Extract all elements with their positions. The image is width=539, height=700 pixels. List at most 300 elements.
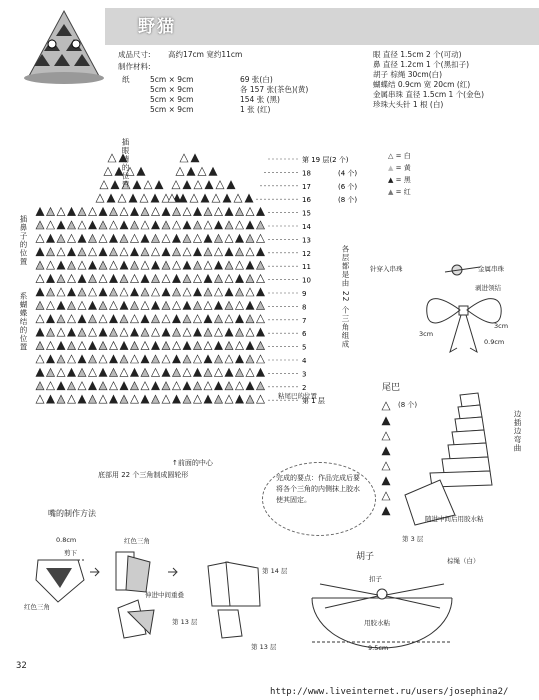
pattern-triangle (110, 382, 118, 390)
pattern-triangle (99, 355, 107, 363)
pattern-triangle (236, 301, 244, 309)
pattern-triangle (225, 382, 233, 390)
paper-qty: 1 张 (红) (240, 105, 271, 114)
pattern-triangle (204, 275, 212, 283)
pattern-triangle (215, 248, 223, 256)
pattern-triangle (141, 261, 149, 269)
pattern-triangle (236, 221, 244, 229)
pattern-triangle (131, 355, 139, 363)
pattern-triangle (246, 288, 254, 296)
pattern-triangle (215, 342, 223, 350)
pattern-triangle (204, 221, 212, 229)
tail-triangle (382, 447, 390, 455)
pattern-triangle (89, 275, 97, 283)
pattern-triangle (120, 315, 128, 323)
pattern-triangle (78, 382, 86, 390)
pattern-triangle (57, 382, 65, 390)
pattern-triangle (246, 301, 254, 309)
pattern-triangle (204, 288, 212, 296)
pattern-triangle (173, 221, 181, 229)
pattern-triangle (246, 328, 254, 336)
paper-label: 纸 (122, 75, 130, 84)
row-count: (6 个) (338, 182, 358, 191)
pattern-triangle (246, 208, 254, 216)
pattern-triangle (190, 194, 198, 202)
pattern-triangle (162, 382, 170, 390)
pattern-triangle (162, 208, 170, 216)
tail-triangle (382, 402, 390, 410)
pattern-triangle (173, 234, 181, 242)
accessory-row: 眼 直径 1.5cm 2 个(可动) (373, 50, 462, 59)
pattern-triangle (78, 315, 86, 323)
pattern-triangle (57, 261, 65, 269)
pattern-triangle (89, 328, 97, 336)
pattern-triangle (246, 395, 254, 403)
pattern-triangle (89, 248, 97, 256)
pattern-triangle (194, 261, 202, 269)
page-title: 野猫 (138, 17, 176, 37)
pattern-triangle (57, 301, 65, 309)
pattern-triangle (89, 342, 97, 350)
paper-table (150, 75, 308, 115)
pattern-triangle (194, 342, 202, 350)
whisker-title: 胡子 (356, 552, 375, 562)
paper-row (150, 95, 308, 105)
pattern-triangle (225, 234, 233, 242)
pattern-triangle (120, 301, 128, 309)
legend-label: 红 (403, 188, 411, 196)
pattern-triangle (257, 382, 265, 390)
mouth-dim: 0.8cm (56, 536, 77, 544)
pattern-triangle (162, 395, 170, 403)
pattern-triangle (183, 382, 191, 390)
pattern-triangle (194, 234, 202, 242)
pattern-triangle (110, 395, 118, 403)
pattern-triangle (257, 288, 265, 296)
pattern-triangle (173, 328, 181, 336)
row-label: 13 (302, 236, 311, 245)
pattern-triangle (57, 275, 65, 283)
pattern-triangle (257, 248, 265, 256)
pattern-triangle (78, 248, 86, 256)
pattern-triangle (78, 275, 86, 283)
pattern-triangle (99, 342, 107, 350)
pattern-triangle (36, 234, 44, 242)
pattern-triangle (47, 301, 55, 309)
legend-label: 黑 (403, 176, 411, 184)
row-label: 4 (302, 357, 307, 365)
pattern-triangle (236, 368, 244, 376)
pattern-triangle (141, 208, 149, 216)
pattern-triangle (173, 395, 181, 403)
accessory-row: 蝴蝶结 0.9cm 宽 20cm (红) (373, 80, 471, 89)
pattern-triangle (162, 234, 170, 242)
pattern-triangle (68, 368, 76, 376)
pattern-triangle (120, 288, 128, 296)
mouth-section-title: 嘴的制作方法 (48, 509, 96, 518)
pattern-triangle (110, 328, 118, 336)
pattern-triangle (68, 275, 76, 283)
tail-triangle-column (380, 398, 394, 522)
pattern-triangle (78, 342, 86, 350)
pattern-triangle (201, 194, 209, 202)
finishing-note-text: 完成的要点：作品完成后要将各个三角的内侧抹上胶水使其固定。 (276, 474, 360, 504)
pattern-triangle (215, 275, 223, 283)
paper-row (150, 105, 308, 115)
pattern-triangle (172, 181, 180, 189)
tail-triangle (382, 507, 390, 515)
pattern-triangle (57, 395, 65, 403)
pattern-triangle (100, 181, 108, 189)
legend-symbol: △ (388, 152, 394, 160)
pattern-triangle (246, 261, 254, 269)
pattern-triangle (99, 261, 107, 269)
pattern-triangle (120, 395, 128, 403)
pattern-triangle (68, 234, 76, 242)
pattern-triangle (141, 328, 149, 336)
pattern-triangle (78, 301, 86, 309)
pattern-triangle (152, 395, 160, 403)
pattern-triangle (257, 315, 265, 323)
legend-symbol: ▲ (388, 176, 394, 184)
cat-model-photo (14, 6, 114, 86)
pattern-triangle (257, 342, 265, 350)
pattern-triangle (144, 181, 152, 189)
pattern-triangle (198, 167, 206, 175)
tail-illustration (400, 385, 510, 535)
pattern-triangle (183, 288, 191, 296)
row-label: 9 (302, 290, 307, 298)
pattern-triangle (225, 395, 233, 403)
pattern-triangle (194, 328, 202, 336)
row-label: 10 (302, 276, 311, 285)
pattern-triangle (152, 208, 160, 216)
pattern-triangle (225, 288, 233, 296)
pattern-triangle (99, 288, 107, 296)
pattern-triangle (141, 395, 149, 403)
pattern-triangle (131, 221, 139, 229)
pattern-triangle (141, 315, 149, 323)
pattern-triangle (194, 315, 202, 323)
pattern-triangle (155, 181, 163, 189)
pattern-triangle (204, 368, 212, 376)
pattern-triangle (225, 301, 233, 309)
pattern-triangle (176, 167, 184, 175)
pattern-triangle (236, 288, 244, 296)
pattern-triangle (236, 234, 244, 242)
pattern-triangle (47, 328, 55, 336)
tail-layer-label: 第 3 层 (402, 535, 424, 543)
pattern-triangle (120, 328, 128, 336)
paper-dim: 5cm × 9cm (150, 85, 194, 94)
accessory-row: 鼻 直径 1.2cm 1 个(黑扣子) (373, 60, 470, 69)
pattern-triangle (162, 328, 170, 336)
pattern-triangle (89, 261, 97, 269)
pattern-triangle (194, 288, 202, 296)
legend-symbol: ▲ (388, 188, 394, 196)
pattern-triangle (205, 181, 213, 189)
pattern-triangle (180, 154, 188, 162)
layer-13-label-a: 第 13 层 (172, 618, 198, 626)
pattern-triangle (183, 221, 191, 229)
pattern-triangle (152, 315, 160, 323)
pattern-triangle (204, 355, 212, 363)
row-label: 16 (302, 196, 311, 205)
pattern-triangle (173, 382, 181, 390)
pattern-triangle (141, 234, 149, 242)
pattern-triangle (257, 328, 265, 336)
metal-bead-label: 金属串珠 (478, 265, 504, 273)
pattern-triangle (47, 315, 55, 323)
pattern-triangle (78, 395, 86, 403)
pattern-triangle (173, 248, 181, 256)
pattern-triangle (110, 275, 118, 283)
pattern-triangle (99, 234, 107, 242)
pattern-triangle (162, 261, 170, 269)
pattern-triangle (36, 368, 44, 376)
pattern-triangle (152, 328, 160, 336)
pattern-triangle (57, 328, 65, 336)
pattern-triangle (215, 288, 223, 296)
pattern-triangle (236, 261, 244, 269)
pattern-triangle (110, 342, 118, 350)
pattern-triangle (89, 315, 97, 323)
pattern-triangle (183, 181, 191, 189)
pattern-triangle (246, 382, 254, 390)
pattern-triangle (152, 248, 160, 256)
pattern-triangle (194, 355, 202, 363)
pattern-triangle (152, 301, 160, 309)
tail-triangle (382, 417, 390, 425)
pattern-triangle (111, 181, 119, 189)
pattern-triangle (47, 275, 55, 283)
pattern-triangle (120, 248, 128, 256)
pattern-triangle (236, 275, 244, 283)
pattern-triangle (99, 221, 107, 229)
pattern-triangle (89, 301, 97, 309)
pattern-triangle (183, 261, 191, 269)
pattern-triangle (36, 221, 44, 229)
pattern-triangle (162, 342, 170, 350)
pattern-triangle (173, 301, 181, 309)
pattern-triangle (209, 167, 217, 175)
row-label: 18 (302, 169, 311, 178)
pattern-triangle (68, 261, 76, 269)
pattern-triangle (194, 301, 202, 309)
pattern-triangle (225, 275, 233, 283)
pattern-triangle (141, 382, 149, 390)
pattern-triangle (225, 368, 233, 376)
red-triangle-label-bottom: 红色三角 (24, 603, 50, 611)
pattern-triangle (36, 315, 44, 323)
size-label: 成品尺寸: (118, 50, 151, 59)
pattern-triangle (173, 315, 181, 323)
row-label: 17 (302, 182, 311, 191)
pattern-triangle (225, 315, 233, 323)
pattern-triangle (57, 221, 65, 229)
tail-bend-label: 边插边弯曲 (513, 410, 522, 453)
front-center-label: ↑前面的中心 (172, 459, 213, 467)
pattern-triangle (68, 248, 76, 256)
paper-qty: 各 157 张(茶色)(黄) (240, 85, 309, 94)
insert-overlap-label: 伸进中间重叠 (145, 591, 184, 599)
pattern-triangle (47, 382, 55, 390)
pattern-triangle (99, 275, 107, 283)
pattern-triangle (257, 368, 265, 376)
pattern-triangle (234, 194, 242, 202)
pattern-triangle (187, 167, 195, 175)
pattern-triangle (183, 315, 191, 323)
pattern-triangle (89, 208, 97, 216)
pattern-triangle (140, 194, 148, 202)
bottom-ring-label: 底部用 22 个三角制成圆轮形 (98, 471, 189, 479)
pattern-triangle (131, 275, 139, 283)
pattern-triangle (191, 154, 199, 162)
pattern-triangle (257, 355, 265, 363)
accessory-list (373, 50, 484, 110)
pattern-triangle (225, 342, 233, 350)
pattern-triangle (131, 382, 139, 390)
pattern-triangle (120, 208, 128, 216)
pattern-triangle (47, 208, 55, 216)
pattern-triangle (131, 248, 139, 256)
pattern-triangle (194, 181, 202, 189)
pattern-triangle (236, 315, 244, 323)
pattern-triangle (183, 328, 191, 336)
pattern-triangle (120, 355, 128, 363)
pattern-triangle (152, 355, 160, 363)
pattern-triangle (225, 248, 233, 256)
pattern-triangle (36, 248, 44, 256)
legend-item: ▲ = 红 (388, 188, 411, 196)
tail-triangle (382, 432, 390, 440)
pattern-triangle (141, 301, 149, 309)
row-count: (4 个) (338, 169, 358, 178)
pattern-triangle (99, 382, 107, 390)
pattern-triangle (57, 368, 65, 376)
pattern-triangle (131, 261, 139, 269)
pattern-triangle (173, 288, 181, 296)
pattern-triangle (78, 355, 86, 363)
pattern-triangle (246, 221, 254, 229)
pattern-triangle (120, 261, 128, 269)
pattern-triangle (120, 368, 128, 376)
pattern-triangle (89, 395, 97, 403)
row-label: 7 (302, 316, 307, 325)
pattern-triangle (78, 288, 86, 296)
pattern-triangle (68, 208, 76, 216)
pattern-triangle (245, 194, 253, 202)
color-legend (388, 150, 411, 198)
pattern-triangle (215, 234, 223, 242)
pattern-triangle (215, 315, 223, 323)
pattern-triangle (183, 355, 191, 363)
pin-through-bead-label: 针穿入串珠 (370, 265, 403, 273)
materials-label: 制作材料: (118, 62, 151, 71)
pattern-triangle (173, 342, 181, 350)
pattern-triangle (78, 208, 86, 216)
pattern-triangle (78, 261, 86, 269)
pattern-triangle (173, 355, 181, 363)
pattern-triangle (99, 328, 107, 336)
pattern-triangle (36, 208, 44, 216)
pattern-triangle (212, 194, 220, 202)
pattern-triangle (162, 315, 170, 323)
pattern-triangle (236, 248, 244, 256)
paper-dim: 5cm × 9cm (150, 105, 194, 114)
pattern-triangle (194, 248, 202, 256)
pattern-triangle (194, 368, 202, 376)
tail-glue-label: 随进中间后用胶水粘 (425, 515, 484, 523)
bow-tie-illustration (415, 262, 525, 362)
pattern-triangle (47, 234, 55, 242)
pattern-triangle (36, 382, 44, 390)
pattern-triangle (246, 234, 254, 242)
row-label: 14 (302, 223, 311, 231)
pattern-triangle (236, 342, 244, 350)
pattern-triangle (99, 301, 107, 309)
pattern-triangle (173, 368, 181, 376)
pattern-triangle (141, 275, 149, 283)
pattern-triangle (257, 234, 265, 242)
pattern-triangle (47, 288, 55, 296)
pattern-triangle (47, 355, 55, 363)
pattern-triangle (68, 221, 76, 229)
pattern-triangle (99, 368, 107, 376)
pattern-triangle (131, 368, 139, 376)
pattern-triangle (215, 395, 223, 403)
pattern-triangle (131, 234, 139, 242)
pattern-triangle (78, 221, 86, 229)
pattern-triangle (194, 221, 202, 229)
pattern-triangle (36, 288, 44, 296)
pattern-triangle (141, 355, 149, 363)
pattern-triangle (110, 234, 118, 242)
pattern-triangle (89, 355, 97, 363)
pattern-triangle (68, 328, 76, 336)
pattern-triangle (236, 382, 244, 390)
pattern-triangle (131, 288, 139, 296)
pattern-triangle (36, 261, 44, 269)
row-label: 11 (302, 263, 311, 272)
pattern-triangle (89, 221, 97, 229)
source-url: http://www.liveinternet.ru/users/josephina2/ (270, 687, 509, 697)
pattern-triangle (257, 395, 265, 403)
row-label: 8 (302, 303, 307, 312)
row-label: 15 (302, 209, 311, 218)
pattern-triangle (173, 275, 181, 283)
layer-14-label: 第 14 层 (262, 567, 288, 575)
pattern-triangle (89, 368, 97, 376)
pattern-triangle (257, 275, 265, 283)
pattern-triangle (131, 328, 139, 336)
pattern-triangle (246, 275, 254, 283)
whisker-dim: 9.5cm (368, 644, 389, 652)
legend-label: 白 (403, 152, 411, 160)
pattern-triangle (216, 181, 224, 189)
row-label: 第 1 层 (302, 397, 325, 406)
legend-label: 黄 (403, 164, 411, 172)
pattern-triangle (104, 167, 112, 175)
pattern-triangle (36, 342, 44, 350)
pattern-triangle (204, 342, 212, 350)
tail-count: (8 个) (398, 401, 418, 409)
pattern-triangle (204, 395, 212, 403)
pattern-triangle (246, 368, 254, 376)
paper-qty: 154 张 (黑) (240, 95, 280, 104)
pattern-triangle (162, 355, 170, 363)
pattern-triangle (57, 234, 65, 242)
